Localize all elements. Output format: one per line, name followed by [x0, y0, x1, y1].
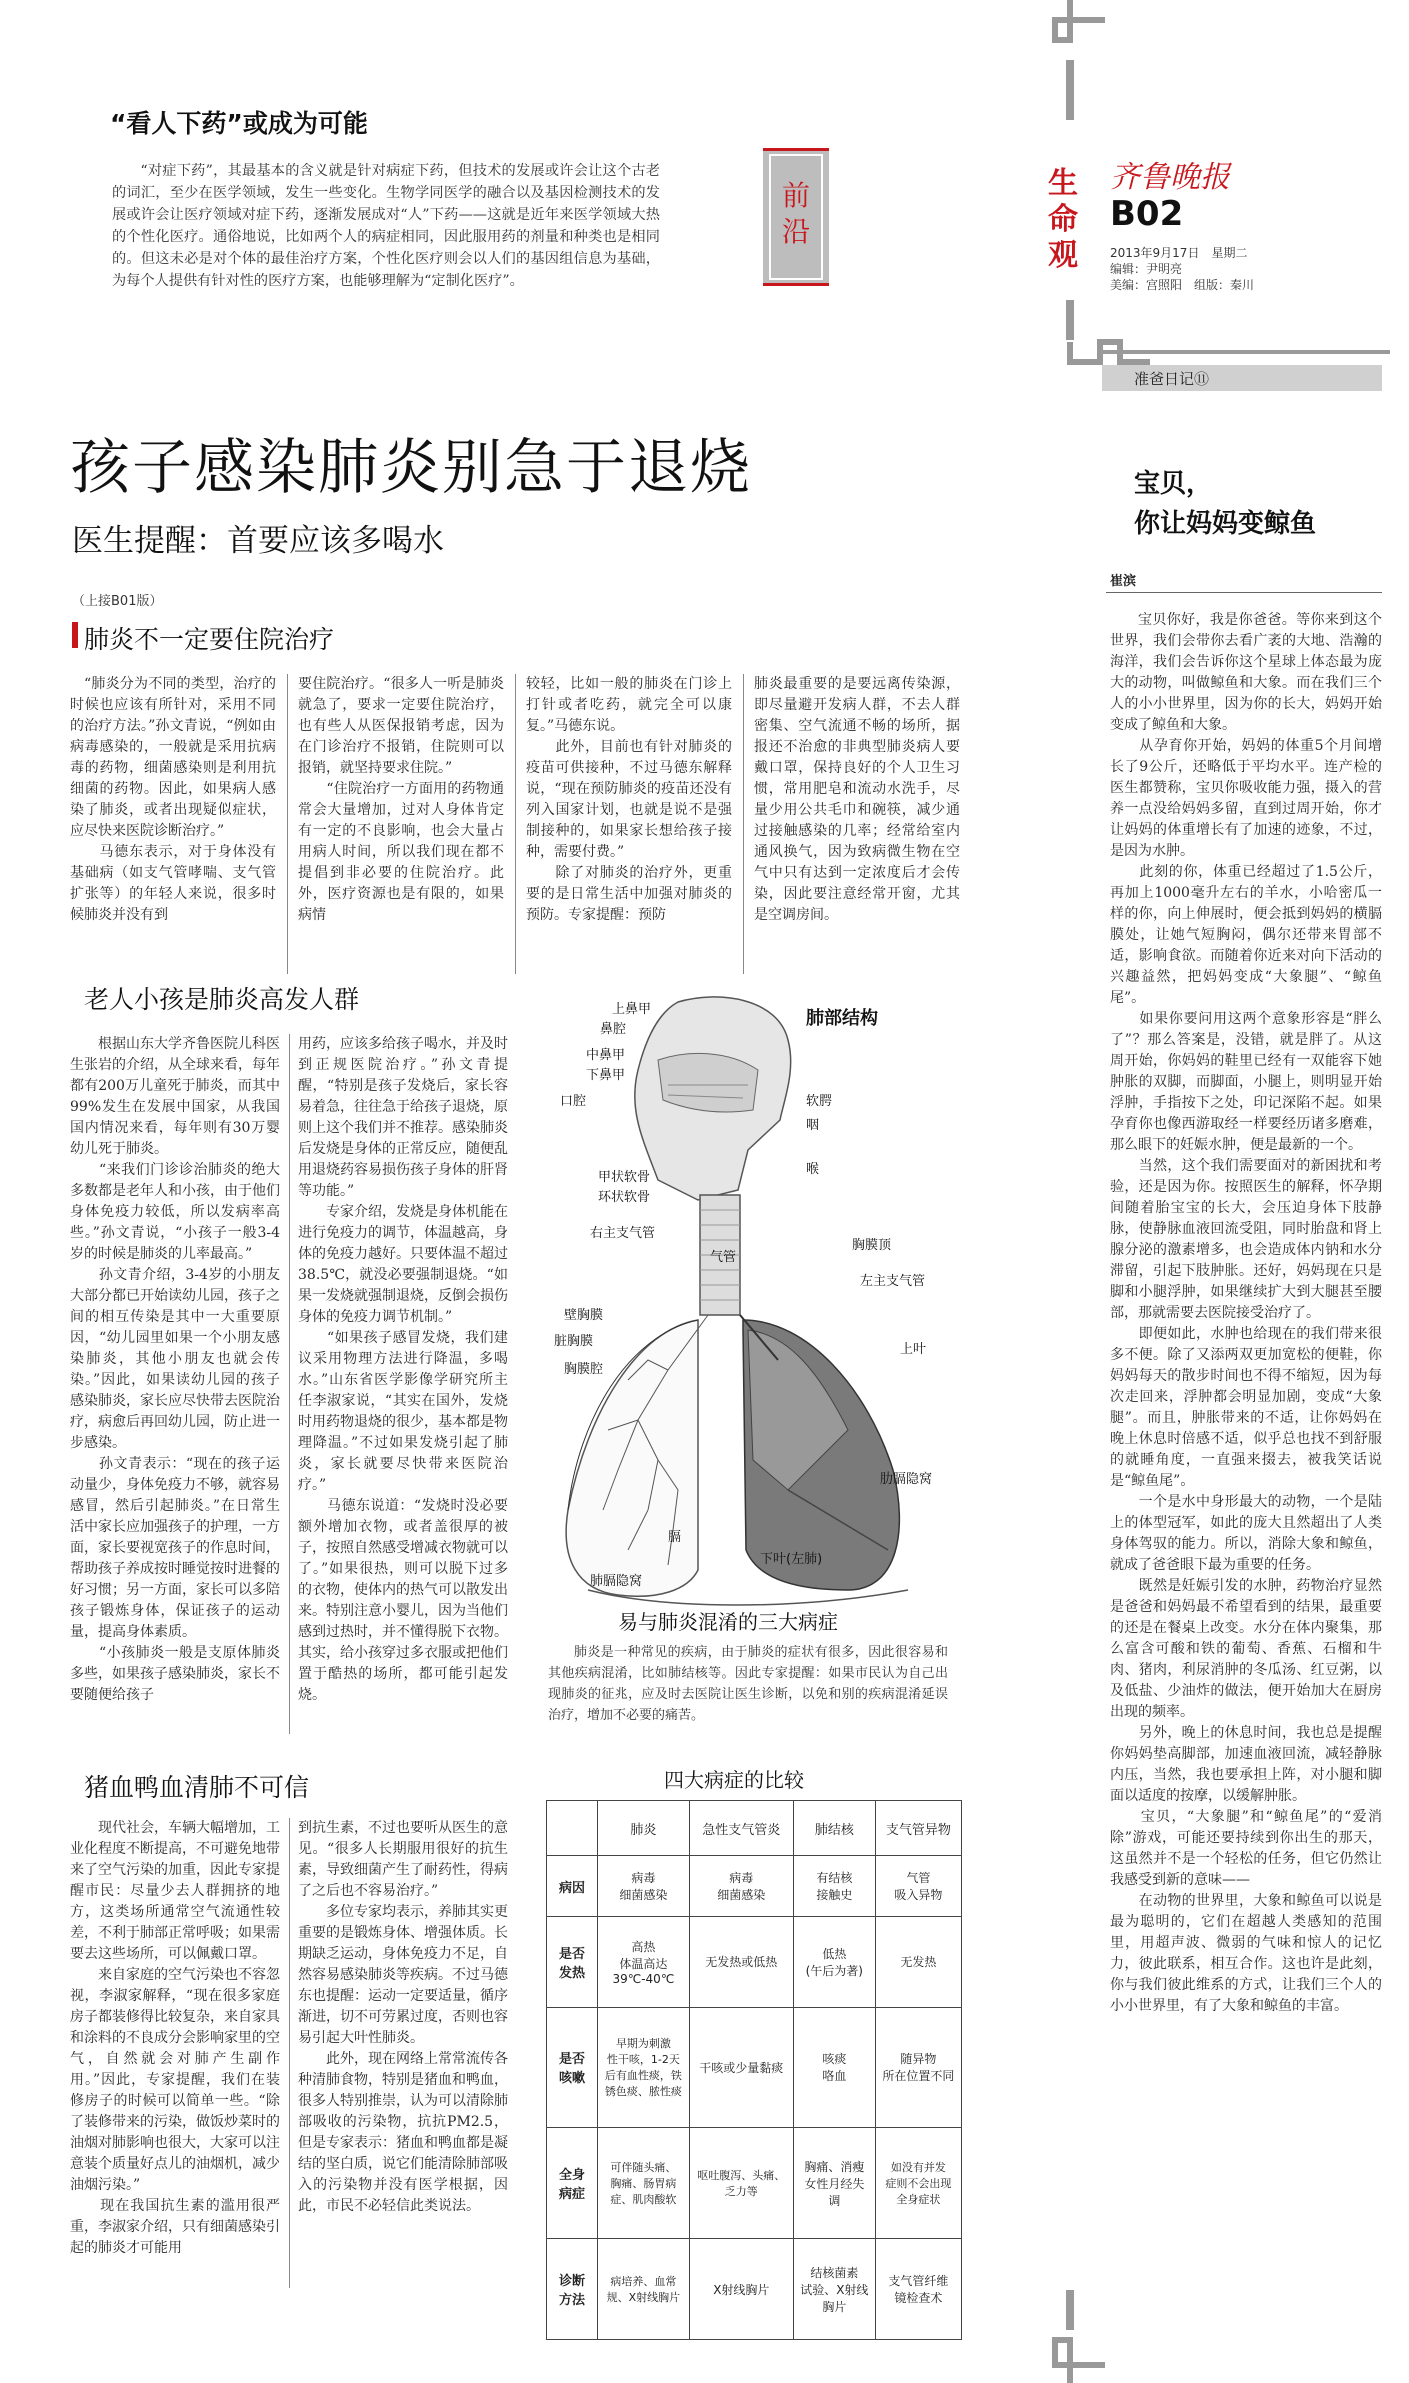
section1-col2: 要住院治疗。“很多人一听是肺炎就急了，要求一定要住院治疗，也有些人从医保报销考虑，因为在门诊治疗不报销，住院则可以报销，就坚持要求住院。” “住院治疗一方面用的药物通常会大量增加，过对人身体肯定有一定的不良影响，也会大量占用病人时间，所以我们现在都不提倡到非必要的住院治疗。此外，医疗资源也是有限的，如果病情: [298, 676, 504, 923]
label-diaphragm: 膈: [668, 1530, 682, 1545]
table-cell: 呕吐腹泻、头痛、 乏力等: [689, 2128, 793, 2239]
table-cell: 有结核 接触史: [793, 1856, 875, 1916]
table-header: 肺结核: [793, 1801, 875, 1856]
sidebar-body: 宝贝你好，我是你爸爸。等你来到这个世界，我们会带你去看广袤的大地、浩瀚的海洋，我们会告诉你这个星球上体态最为庞大的动物，叫做鲸鱼和大象。而在我们三个人的小小世界里，因为你的长大，妈妈开始变成了鲸鱼和大象。 从孕育你开始，妈妈的体重5个月间增长了9公斤，还略低于平均水平。连产检的医生都赞称，宝贝你吸收能力强，摄入的营养一点没给妈妈多留，直到过周开始，你才让妈妈的体重增长有了加速的迹象，不过，是因为水肿。 此刻的你，体重已经超过了1.5公斤，再加上1000毫升左右的羊水，小哈密瓜一样的你，向上伸展时，便会抵到妈妈的横膈膜处，让她气短胸闷，偶尔还带来胃部不适，影响食欲。而随着你近来对向下活动的兴趣益然，把妈妈变成“大象腿”、“鲸鱼尾”。 如果你要问用这两个意象形容是“胖么了”？那么答案是，没错，就是胖了。从这周开始，你妈妈的鞋里已经有一双能容下她肿胀的双脚，而脚面，小腿上，则明显开始浮肿，手指按下之处，印记深陷不起。如果孕育你也像西游取经一样要经历诸多磨难，那么眼下的妊娠水肿，便是最新的一个。 当然，这个我们需要面对的新困扰和考验，还是因为你。按照医生的解释，怀孕期间随着胎宝宝的长大，会压迫身体下肢静脉，使静脉血液回流受阻，同时胎盘和肾上腺分泌的激素增多，也会造成体内钠和水分滞留，引起下肢肿胀。还好，妈妈现在只是脚和小腿浮肿，如果继续扩大到大腿甚至腰部，那就需要去医院接受治疗了。 即便如此，水肿也给现在的我们带来很多不便。除了又添两双更加宽松的便鞋，你妈妈每天的散步时间也不得不缩短，因为每次走回来，浮肿都会明显加剧，变成“大象腿”。而且，肿胀带来的不适，让你妈妈在晚上休息时倍感不适，似乎总也找不到舒服的就睡角度，一直强来掇去，被我笑话说是“鲸鱼尾”。 一个是水中身形最大的动物，一个是陆上的体型冠军，如此的庞大且然超出了人类身体驾驭的能力。所以，消除大象和鲸鱼，就成了爸爸眼下最为重要的任务。 既然是妊娠引发的水肿，药物治疗显然是爸爸和妈妈最不希望看到的结果，最重要的还是在餐桌上改变。水分在体内聚集，那么富含可酸和铁的葡萄、香蕉、石榴和牛肉、猪肉，利尿消肿的冬瓜汤、红豆粥，以及低盐、少油炸的做法，便开始加大在厨房出现的频率。 另外，晚上的休息时间，我也总是提醒你妈妈垫高脚部，加速血液回流，减轻静脉内压，当然，我也要承担上阵，对小腿和脚面以适度的按摩，以缓解肿胀。 宝贝，“大象腿”和“鲸鱼尾”的“爱消除”游戏，可能还要持续到你出生的那天，这虽然并不是一个轻松的任务，但它仍然让我感受到新的意味—— 在动物的世界里，大象和鲸鱼可以说是最为聪明的，它们在超越人类感知的范围里，用超声波、微弱的气味和惊人的记忆力，彼此联系，相互合作。这也许是此刻，你与我们彼此维系的方式，让我们三个人的小小世界里，有了大象和鲸鱼的丰富。: [1110, 612, 1382, 2014]
table-cell: 病培养、血常 规、X射线胸片: [598, 2239, 690, 2340]
section1-rule: [72, 622, 78, 648]
table-cell: X射线胸片: [689, 2239, 793, 2340]
section1-col4: 肺炎最重要的是要远离传染源，即尽量避开发病人群，不去人群密集、空气流通不畅的场所，据报还不治愈的非典型肺炎病人要戴口罩，保持良好的个人卫生习惯，常用肥皂和流动水洗手，尽量少用公共毛巾和碗筷，减少通过接触感染的几率；经常给室内通风换气，因为致病微生物在空气中只有达到一定浓度后才会传染，因此要注意经常开窗，尤其是空调房间。: [754, 676, 960, 923]
label-soft-palate: 软腭: [806, 1094, 833, 1109]
table-cell: 是否 发热: [547, 1916, 598, 2007]
table-cell: 病毒 细菌感染: [689, 1856, 793, 1916]
table-cell: 结核菌素 试验、X射线 胸片: [793, 2239, 875, 2340]
table-cell: 如没有并发 症则不会出现 全身症状: [875, 2128, 961, 2239]
label-thyroid-cartilage: 甲状软骨: [598, 1170, 651, 1185]
comparison-table: [546, 1800, 962, 2340]
label-costodiaphragmatic-recess: 肋膈隐窝: [880, 1472, 933, 1487]
designer-line: 美编：宫照阳 组版：秦川: [1110, 278, 1255, 292]
table-cell: 无发热或低热: [689, 1916, 793, 2007]
table-cell: 病因: [547, 1856, 598, 1916]
label-middle-turbinate: 中鼻甲: [586, 1048, 626, 1063]
sidebar-author: 崔滨: [1110, 574, 1137, 589]
table-cell: 咳痰 咯血: [793, 2007, 875, 2128]
page-number: B02: [1110, 194, 1184, 234]
label-nasal-cavity: 鼻腔: [600, 1022, 627, 1037]
label-right-bronchus: 右主支气管: [590, 1226, 656, 1241]
label-pleural-cupula: 胸膜顶: [852, 1238, 892, 1253]
continued-note: （上接B01版）: [72, 594, 163, 609]
label-oral-cavity: 口腔: [560, 1094, 587, 1109]
label-left-bronchus: 左主支气管: [860, 1274, 926, 1289]
lung-diagram: [548, 990, 968, 1610]
label-pharynx: 咽: [806, 1118, 820, 1133]
section3-col1: 现代社会，车辆大幅增加，工业化程度不断提高，不可避免地带来了空气污染的加重，因此专家提醒市民：尽量少去人群拥挤的地方，这类场所通常空气流通性较差，不利于肺部正常呼吸；如果需要去这些场所，可以佩戴口罩。 来自家庭的空气污染也不容忽视，李淑家解释，“现在很多家庭房子都装修得比较复杂，来自家具和涂料的不良成分会影响家里的空气，自然就会对肺产生副作用。”因此，专家提醒，我们在装修房子的时候可以简单一些。“除了装修带来的污染，做饭炒菜时的油烟对肺影响也很大，大家可以注意装个质量好点儿的油烟机，减少油烟污染。” 现在我国抗生素的滥用很严重，李淑家介绍，只有细菌感染引起的肺炎才可能用: [70, 1820, 280, 2256]
label-superior-turbinate: 上鼻甲: [612, 1002, 652, 1017]
editor-line: 编辑：尹明亮: [1110, 262, 1183, 276]
table-cell: 干咳或少量黏痰: [689, 2007, 793, 2128]
table-cell: 全身 病症: [547, 2128, 598, 2239]
box-title: 易与肺炎混淆的三大病症: [618, 1610, 838, 1634]
table-cell: 病毒 细菌感染: [598, 1856, 690, 1916]
box-text: 肺炎是一种常见的疾病，由于肺炎的症状有很多，因此很容易和其他疾病混淆，比如肺结核等。因此专家提醒：如果市民认为自己出现肺炎的征兆，应及时去医院让医生诊断，以免和别的疾病混淆延误治疗，增加不必要的痛苦。: [548, 1645, 948, 1723]
table-cell: 高热 体温高达 39℃-40℃: [598, 1916, 690, 2007]
label-upper-lobe: 上叶: [900, 1342, 927, 1357]
table-cell: 随异物 所在位置不同: [875, 2007, 961, 2128]
sidebar-rule: [1100, 350, 1390, 354]
table-title: 四大病症的比较: [664, 1768, 804, 1792]
table-cell: 早期为刺激 性干咳，1-2天 后有血性痰，铁 锈色痰、脓性痰: [598, 2007, 690, 2128]
table-header: 支气管异物: [875, 1801, 961, 1856]
label-visceral-pleura: 脏胸膜: [554, 1334, 594, 1349]
table-cell: 支气管纤维 镜检查术: [875, 2239, 961, 2340]
sidebar-author-rule: [1106, 592, 1382, 593]
section2-heading: 老人小孩是肺炎高发人群: [84, 985, 360, 1014]
table-cell: 低热 (午后为著): [793, 1916, 875, 2007]
section1-heading: 肺炎不一定要住院治疗: [84, 625, 335, 654]
label-trachea: 气管: [710, 1250, 737, 1265]
label-lower-lobe-left: 下叶(左肺): [760, 1552, 823, 1567]
table-cell: 胸痛、消瘦 女性月经失 调: [793, 2128, 875, 2239]
col-divider: [287, 674, 288, 974]
sidebar-column-name: 准爸日记⑪: [1134, 370, 1210, 388]
col-divider: [289, 1818, 290, 2288]
date-line: 2013年9月17日 星期二: [1110, 246, 1248, 260]
sub-headline: 医生提醒：首要应该多喝水: [72, 523, 444, 559]
table-header: 急性支气管炎: [689, 1801, 793, 1856]
section3-col2: 到抗生素，不过也要听从医生的意见。“很多人长期服用很好的抗生素，导致细菌产生了耐药性，得病了之后也不容易治疗。” 多位专家均表示，养肺其实更重要的是锻炼身体、增强体质。长期缺乏运动，身体免疫力不足，自然容易感染肺炎等疾病。不过马德东也提醒：运动一定要适量，循序渐进，切不可劳累过度，否则也容易引起大叶性肺炎。 此外，现在网络上常常流传各种清肺食物，特别是猪血和鸭血，很多人特别推崇，认为可以清除肺部吸收的污染物，抗抗PM2.5，但是专家表示：猪血和鸭血都是凝结的坚白质，说它们能清除肺部吸入的污染物并没有医学根据，因此，市民不必轻信此类说法。: [298, 1820, 508, 2214]
table-header: [547, 1801, 598, 1856]
section1-col3: 较轻，比如一般的肺炎在门诊上打针或者吃药，就完全可以康复。”马德东说。 此外，目前也有针对肺炎的疫苗可供接种，不过马德东解释说，“现在预防肺炎的疫苗还没有列入国家计划，也就是说不是强制接种的，如果家长想给孩子接种，需要付费。” 除了对肺炎的治疗外，更重要的是日常生活中加强对肺炎的预防。专家提醒：预防: [526, 676, 732, 923]
label-parietal-pleura: 壁胸膜: [564, 1308, 604, 1323]
section-tag-text: 前沿: [781, 179, 810, 248]
col-divider: [743, 674, 744, 974]
section3-heading: 猪血鸭血清肺不可信: [84, 1773, 310, 1802]
section1-col1: “肺炎分为不同的类型，治疗的时候也应该有所针对，采用不同的治疗方法。”孙文青说，“例如由病毒感染的，一般就是采用抗病毒的药物，细菌感染则是利用抗细菌的药物。因此，如果病人感染了肺炎，或者出现疑似症状，应尽快来医院诊断治疗。” 马德东表示，对于身体没有基础病（如支气管哮喘、支气管扩张等）的年轻人来说，很多时候肺炎并没有到: [70, 676, 276, 923]
label-phrenic-recess: 肺膈隐窝: [590, 1574, 643, 1589]
table-cell: 是否 咳嗽: [547, 2007, 598, 2128]
label-larynx: 喉: [806, 1162, 820, 1177]
section2-col1: 根据山东大学齐鲁医院儿科医生张岩的介绍，从全球来看，每年都有200万儿童死于肺炎，而其中99%发生在发展中国家，从我国国内情况来看，每年则有30万婴幼儿死于肺炎。 “来我们门诊诊治肺炎的绝大多数都是老年人和小孩，由于他们身体免疫力较低，所以发病率高些。”孙文青说，“小孩子一般3-4岁的时候是肺炎的儿率最高。” 孙文青介绍，3-4岁的小朋友大部分都已开始读幼儿园，孩子之间的相互传染是其中一大重要原因，“幼儿园里如果一个小朋友感染肺炎，其他小朋友也就会传染。”因此，如果读幼儿园的孩子感染肺炎，家长应尽快带去医院治疗，病愈后再回幼儿园，防止进一步感染。 孙文青表示：“现在的孩子运动量少，身体免疫力不够，就容易感冒，然后引起肺炎。”在日常生活中家长应加强孩子的护理，一方面，家长要视宽孩子的作息时间，帮助孩子养成按时睡觉按时进餐的好习惯；另一方面，家长可以多陪孩子锻炼身体，保证孩子的运动量，提高身体素质。 “小孩肺炎一般是支原体肺炎多些，如果孩子感染肺炎，家长不要随便给孩子: [70, 1036, 280, 1703]
table-cell: 可伴随头痛、 胸痛、肠胃病 症、肌肉酸软: [598, 2128, 690, 2239]
table-cell: 无发热: [875, 1916, 961, 2007]
table-cell: 气管 吸入异物: [875, 1856, 961, 1916]
section2-col2: 用药，应该多给孩子喝水，并及时到正规医院治疗。”孙文青提醒，“特别是孩子发烧后，家长容易着急，往往急于给孩子退烧，原则上这个我们并不推荐。感染肺炎后发烧是身体的正常反应，随便乱用退烧药容易损伤孩子身体的肝肾等功能。” 专家介绍，发烧是身体机能在进行免疫力的调节，体温越高，身体的免疫力越好。只要体温不超过38.5℃，就没必要强制退烧。“如果一发烧就强制退烧，反倒会损伤身体的免疫力调节机制。” “如果孩子感冒发烧，我们建议采用物理方法进行降温，多喝水。”山东省医学影像学研究所主任李淑家说，“其实在国外，发烧时用药物退烧的很少，基本都是物理降温。”不过如果发烧引起了肺炎，家长就要尽快带来医院治疗。” 马德东说道：“发烧时没必要额外增加衣物，或者盖很厚的被子，按照自然感受增减衣物就可以了。”如果很热，则可以脱下过多的衣物，使体内的热气可以散发出来。特别注意小婴儿，因为当他们感到过热时，并不懂得脱下衣物。其实，给小孩穿过多衣服或把他们置于酷热的场所，都可能引起发烧。: [298, 1036, 508, 1703]
sidebar-title: 宝贝， 你让妈妈变鲸鱼: [1134, 469, 1317, 539]
section-name: 生命观: [1048, 166, 1078, 273]
label-cricoid-cartilage: 环状软骨: [598, 1190, 651, 1205]
section-tag: [763, 148, 829, 286]
label-pleural-cavity: 胸膜腔: [564, 1362, 604, 1377]
label-inferior-turbinate: 下鼻甲: [586, 1068, 626, 1083]
col-divider: [289, 1034, 290, 1734]
table-cell: 诊断 方法: [547, 2239, 598, 2340]
paper-name: 齐鲁晚报: [1110, 160, 1230, 195]
diagram-title: 肺部结构: [806, 1008, 878, 1029]
main-headline: 孩子感染肺炎别急于退烧: [70, 433, 752, 503]
lead-body: “对症下药”，其最基本的含义就是针对病症下药，但技术的发展或许会让这个古老的词汇，至少在医学领域，发生一些变化。生物学同医学的融合以及基因检测技术的发展或许会让医疗领域对症下药，逐渐发展成对“人”下药——这就是近年来医学领域大热的个性化医疗。通俗地说，比如两个人的病症相同，因此服用药的剂量和种类也是相同的。但这未必是对个体的最佳治疗方案，个性化医疗则会以人们的基因组信息为基础，为每个人提供有针对性的医疗方案，也能够理解为“定制化医疗”。: [112, 163, 660, 289]
table-header: 肺炎: [598, 1801, 690, 1856]
col-divider: [515, 674, 516, 974]
lead-title: “看人下药”或成为可能: [110, 109, 368, 138]
